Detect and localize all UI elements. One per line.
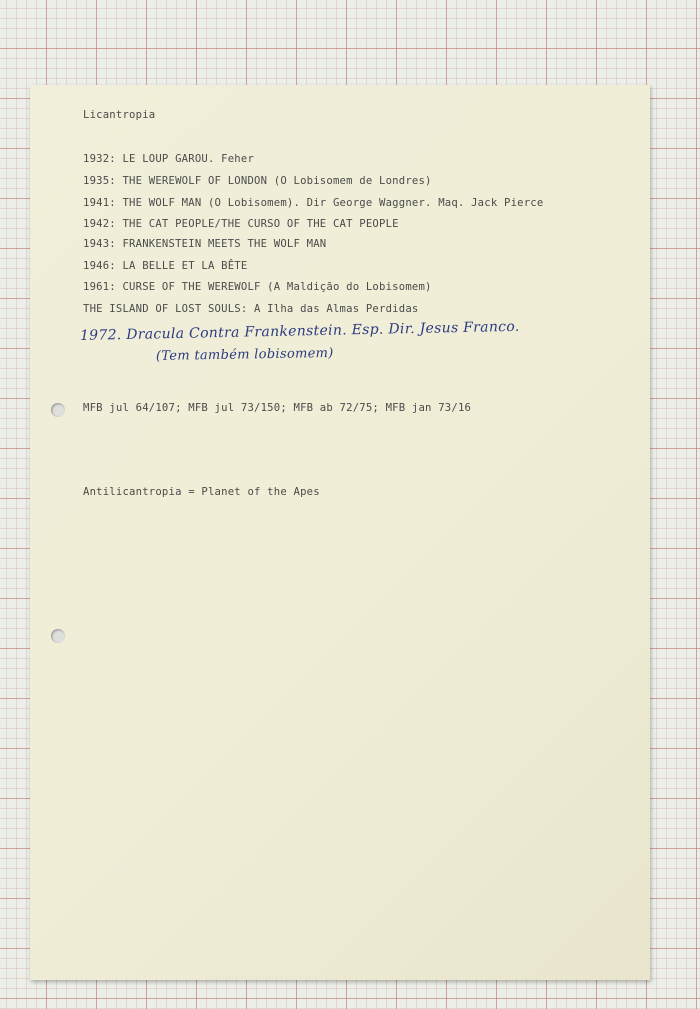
film-year: 1935: [83, 175, 116, 187]
film-entry-1961 [83, 281, 432, 293]
punch-hole-bottom [51, 629, 65, 643]
film-title: CURSE OF THE WEREWOLF (A Maldição do Lobisomem) [122, 281, 432, 293]
film-year: 1943: [83, 238, 116, 250]
film-year: 1946: [83, 260, 116, 272]
film-title: THE WOLF MAN (O Lobisomem). Dir George Waggner. Maq. Jack Pierce [122, 197, 544, 209]
film-year: 1932: [83, 153, 116, 165]
film-entry-island-of-lost-souls: THE ISLAND OF LOST SOULS: A Ilha das Almas Perdidas [83, 303, 419, 315]
film-title: LA BELLE ET LA BÊTE [122, 260, 248, 272]
film-year: 1942: [83, 218, 116, 230]
page-title: Licantropia [83, 109, 156, 121]
film-title: FRANKENSTEIN MEETS THE WOLF MAN [122, 238, 327, 250]
film-year: 1961: [83, 281, 116, 293]
antilicantropia-note: Antilicantropia = Planet of the Apes [83, 486, 320, 498]
film-entry-1943 [83, 238, 326, 250]
film-entry-1946 [83, 260, 247, 272]
film-title: THE WEREWOLF OF LONDON (O Lobisomem de Londres) [122, 175, 432, 187]
mfb-references: MFB jul 64/107; MFB jul 73/150; MFB ab 72/75; MFB jan 73/16 [83, 402, 472, 414]
handwritten-note-line-1: 1972. Dracula Contra Frankenstein. Esp. Dir. Jesus Franco. [79, 318, 520, 344]
film-year: 1941: [83, 197, 116, 209]
film-entry-1941 [83, 197, 543, 209]
film-title: LE LOUP GAROU. Feher [122, 153, 255, 165]
film-entry-1935 [83, 175, 432, 187]
handwritten-note-line-2: (Tem também lobisomem) [155, 345, 334, 364]
punch-hole-top [51, 403, 65, 417]
film-title: THE CAT PEOPLE/THE CURSO OF THE CAT PEOPLE [122, 218, 399, 230]
film-entry-1942 [83, 218, 399, 230]
film-entry-1932 [83, 153, 254, 165]
typewritten-page [30, 85, 650, 980]
